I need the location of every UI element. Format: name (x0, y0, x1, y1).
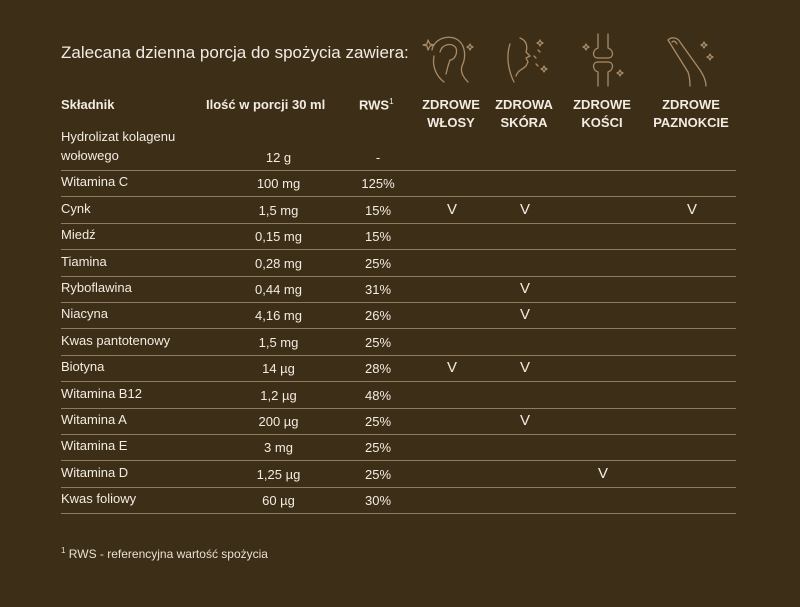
ingredient-header: Składnik (61, 97, 115, 112)
ingredient-rws: 30% (364, 493, 392, 509)
ingredient-amount: 1,25 µg (256, 466, 301, 482)
table-row (61, 224, 736, 250)
ingredient-amount: 1,5 mg (258, 202, 299, 218)
ingredient-name: Hydrolizat kolagenu wołowego (61, 129, 176, 163)
ingredient-name: Miedź (61, 227, 96, 243)
table-row (61, 329, 736, 355)
benefit-header-line1: ZDROWE (422, 97, 480, 112)
ingredient-name: Niacyna (61, 306, 108, 322)
ingredient-rws: 26% (364, 308, 392, 324)
table-row (61, 409, 736, 435)
benefit-header-line1: ZDROWE (662, 97, 720, 112)
ingredient-name: Witamina D (61, 464, 129, 480)
check-mark: V (519, 411, 530, 429)
benefit-header-line2: KOŚCI (581, 115, 623, 130)
table-row (61, 488, 736, 514)
table-row (61, 250, 736, 276)
ingredient-rws: 25% (364, 466, 392, 482)
amount-header: Ilość w porcji 30 ml (206, 97, 326, 112)
ingredient-rws: 15% (364, 229, 392, 245)
rws-header (359, 97, 394, 112)
footnote (61, 546, 268, 561)
ingredient-rws: 15% (364, 202, 392, 218)
ingredient-name: Kwas foliowy (61, 491, 137, 507)
benefit-header-line2: PAZNOKCIE (653, 115, 729, 130)
bone-joint-icon (572, 30, 634, 88)
ingredient-amount: 0,15 mg (255, 229, 302, 245)
ingredient-amount: 200 µg (258, 413, 299, 429)
table-row (61, 277, 736, 303)
ingredient-name: Witamina E (61, 438, 128, 454)
ingredient-amount: 1,5 mg (258, 334, 299, 350)
ingredient-rws: 125% (361, 176, 395, 192)
ingredient-name: Cynk (61, 200, 91, 216)
check-mark: V (519, 200, 530, 218)
ingredients-table (61, 127, 736, 514)
ingredient-rws: 25% (364, 413, 392, 429)
footnote-mark: 1 (61, 546, 66, 555)
ingredient-rws: 48% (364, 387, 392, 403)
benefit-header-line2: SKÓRA (500, 115, 548, 130)
benefit-header-line1: ZDROWA (495, 97, 553, 112)
ingredient-rws: 28% (364, 361, 392, 377)
check-mark: V (519, 279, 530, 297)
skin-icon (496, 30, 558, 88)
ingredient-name: Witamina C (61, 174, 129, 190)
check-mark: V (446, 200, 457, 218)
rws-header-label: RWS (359, 97, 390, 113)
table-row (61, 435, 736, 461)
ingredient-name: Witamina B12 (61, 385, 142, 401)
ingredient-amount: 1,2 µg (260, 387, 297, 403)
ingredient-amount: 0,44 mg (255, 281, 302, 297)
check-mark: V (446, 359, 457, 377)
ingredient-amount: 14 µg (262, 361, 295, 377)
ingredient-rws: 25% (364, 255, 392, 271)
check-mark: V (519, 306, 530, 324)
check-mark: V (686, 200, 697, 218)
page-title: Zalecana dzienna porcja do spożycia zawiera: (61, 43, 409, 62)
ingredient-amount: 12 g (265, 150, 292, 165)
ingredient-rws: 31% (364, 281, 392, 297)
table-row (61, 303, 736, 329)
check-mark: V (519, 359, 530, 377)
table-row (61, 171, 736, 197)
table-row (61, 461, 736, 487)
rws-header-mark: 1 (389, 97, 394, 106)
table-row (61, 382, 736, 408)
check-mark: V (597, 464, 608, 482)
hair-icon (420, 30, 482, 88)
benefit-header-line1: ZDROWE (573, 97, 631, 112)
ingredient-amount: 100 mg (256, 176, 301, 192)
ingredient-name: Biotyna (61, 359, 105, 375)
ingredient-name: Ryboflawina (61, 279, 132, 295)
ingredient-name: Tiamina (61, 253, 107, 269)
ingredient-rws: 25% (364, 334, 392, 350)
ingredient-amount: 60 µg (262, 493, 295, 509)
ingredient-rws: - (375, 150, 381, 165)
ingredient-amount: 4,16 mg (255, 308, 302, 324)
ingredient-amount: 0,28 mg (255, 255, 302, 271)
table-row (61, 127, 736, 171)
ingredient-name: Witamina A (61, 411, 127, 427)
benefit-header-line2: WŁOSY (427, 115, 475, 130)
table-row (61, 197, 736, 223)
footnote-text: RWS - referencyjna wartość spożycia (65, 547, 268, 561)
nail-icon (660, 30, 722, 88)
ingredient-rws: 25% (364, 440, 392, 456)
ingredient-name: Kwas pantotenowy (61, 332, 171, 348)
table-row (61, 356, 736, 382)
ingredient-amount: 3 mg (264, 440, 293, 456)
